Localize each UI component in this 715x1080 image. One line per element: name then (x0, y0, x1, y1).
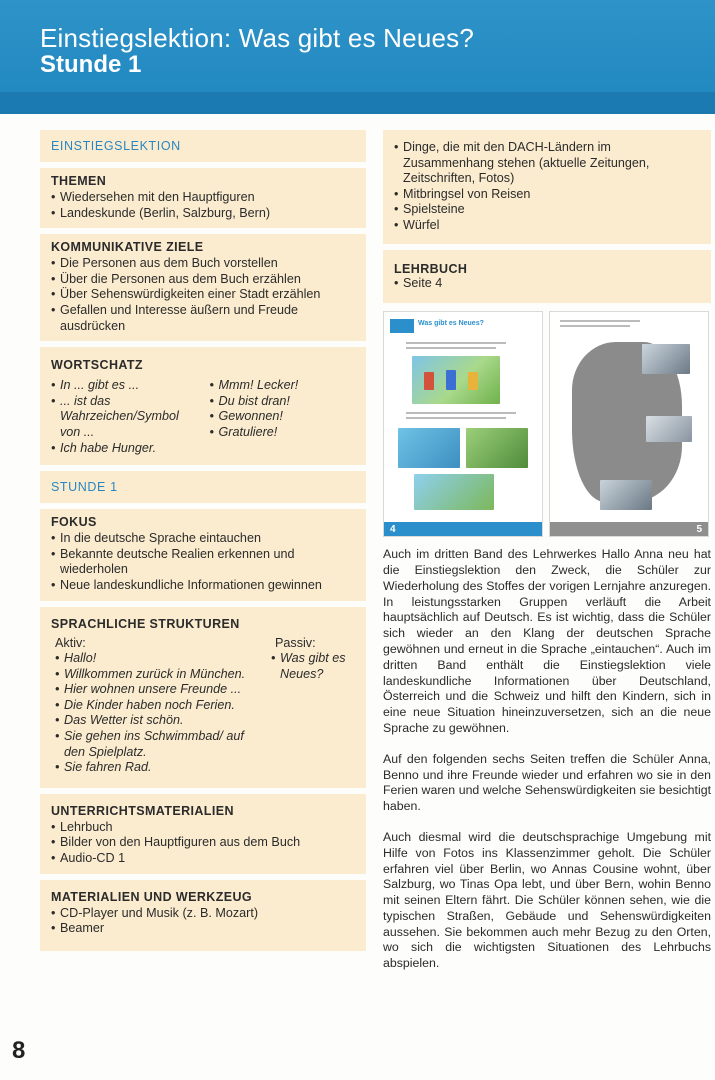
photo-berlin (642, 344, 690, 374)
page-tab (390, 319, 414, 333)
aktiv-label: Aktiv: (55, 635, 86, 650)
list-item: • Würfel (394, 218, 701, 234)
photo-cycling (414, 474, 494, 510)
left-column (40, 130, 366, 957)
list-item: • Über Sehenswürdigkeiten einer Stadt erzählen (51, 287, 356, 303)
list-item: • Über die Personen aus dem Buch erzählen (51, 272, 356, 288)
unterricht-box (40, 794, 366, 874)
photo-park (466, 428, 528, 468)
photo-salzburg (646, 416, 692, 442)
list-item: • Hallo! (55, 651, 261, 667)
list-item: • Landeskunde (Berlin, Salzburg, Bern) (51, 206, 356, 222)
textbook-page-right (549, 311, 709, 537)
list-item: • Gratuliere! (210, 425, 357, 441)
fokus-heading: FOKUS (51, 515, 97, 530)
ziele-heading: KOMMUNIKATIVE ZIELE (51, 240, 204, 255)
list-item: • Beamer (51, 921, 356, 937)
page-header (0, 0, 715, 114)
passiv-label: Passiv: (275, 635, 316, 650)
themen-box (40, 168, 366, 228)
paragraph: Auch diesmal wird die deutschsprachige Umgebung mit Hilfe von Fotos ins Klassenzimmer geholt. Die Schüler erfahren viel über Berlin, wo Annas Cousine wohnt, über Salzburg, wo Tinas Opa lebt, und über Bern, wohin Benno mit seinen Eltern fährt. Die Schüler können sehen, wie die typischen Straßen, Gebäude und Sehenswürdigkeiten aussehen. Sie bekommen auch mehr Bezug zu den Orten, wo sich die wichtigsten Situationen des Lehrbuchs abspielen. (383, 829, 711, 971)
ziele-box (40, 234, 366, 341)
list-item: • Gewonnen! (210, 409, 357, 425)
textbook-page-left (383, 311, 543, 537)
list-item: • Sie gehen ins Schwimmbad/ auf den Spielplatz. (55, 729, 261, 760)
lehrbuch-heading: LEHRBUCH (394, 261, 468, 276)
list-item: • ... ist das Wahrzeichen/Symbol von ... (51, 394, 198, 441)
list-item: • Du bist dran! (210, 394, 357, 410)
themen-heading: THEMEN (51, 174, 107, 188)
materials-continued-box (383, 130, 711, 244)
header-stripe (0, 92, 715, 114)
list-item: • Sie fahren Rad. (55, 760, 261, 776)
list-item: • Was gibt es Neues? (271, 651, 351, 682)
stunde-box (40, 471, 366, 503)
page-title: Einstiegslektion: Was gibt es Neues? (40, 23, 475, 53)
list-item: • Bilder von den Hauptfiguren aus dem Buch (51, 835, 356, 851)
right-column (383, 130, 711, 987)
strukturen-box (40, 607, 366, 788)
paragraph: Auf den folgenden sechs Seiten treffen die Schüler Anna, Benno und ihre Freunde wieder und erfahren wo sie in den Ferien waren und welche Sehenswürdigkeiten sie besichtigt haben. (383, 751, 711, 814)
list-item: • Dinge, die mit den DACH-Ländern im Zusammenhang stehen (aktuelle Zeitungen, Zeitschriften, Fotos) (394, 140, 701, 187)
lehrbuch-box (383, 250, 711, 304)
unterricht-heading: UNTERRICHTSMATERIALIEN (51, 803, 234, 818)
list-item: • Das Wetter ist schön. (55, 713, 261, 729)
list-item: • In die deutsche Sprache eintauchen (51, 531, 356, 547)
strukturen-heading: SPRACHLICHE STRUKTUREN (51, 616, 240, 631)
stunde-label: STUNDE 1 (51, 480, 118, 495)
einstieg-box (40, 130, 366, 162)
fokus-box (40, 509, 366, 600)
werkzeug-heading: MATERIALIEN UND WERKZEUG (51, 889, 253, 904)
list-item: • CD-Player und Musik (z. B. Mozart) (51, 906, 356, 922)
paragraph: Auch im dritten Band des Lehrwerkes Hallo Anna neu hat die Einstiegslektion den Zweck, die Schüler zur Wiederholung des Stoffes der vorigen Lernjahre anzuregen. In leistungsstarken Gruppen verläuft die Arbeit hauptsächlich auf Deutsch. Es ist wichtig, dass die Schüler sich wieder an den Klang der deutschen Sprache gewöhnen und erneut in die Sprache „eintauchen“. Auch im dritten Band enthält die Einstiegslektion viele landeskundliche Informationen über Deutschland, Österreich und die Schweiz und hilft den Kindern, sich in eine neue Situation hineinzuversetzen, sich an die neue Sprache zu gewöhnen. (383, 547, 711, 735)
list-item: • Wiedersehen mit den Hauptfiguren (51, 190, 356, 206)
werkzeug-box (40, 880, 366, 951)
list-item: • Mmm! Lecker! (210, 378, 357, 394)
list-item: • Neue landeskundliche Informationen gewinnen (51, 578, 356, 594)
photo-bern (600, 480, 652, 510)
list-item: • Ich habe Hunger. (51, 441, 198, 457)
list-item: • Gefallen und Interesse äußern und Freude ausdrücken (51, 303, 356, 334)
wortschatz-box (40, 347, 366, 465)
list-item: • Willkommen zurück in München. (55, 667, 261, 683)
list-item: • Seite 4 (394, 276, 701, 292)
wortschatz-heading: WORTSCHATZ (51, 358, 143, 373)
textbook-spread-image (383, 311, 709, 541)
photo-pool (398, 428, 460, 468)
body-text (383, 547, 711, 972)
spread-left-page-number: 4 (390, 524, 396, 536)
list-item: • Spielsteine (394, 202, 701, 218)
list-item: • Bekannte deutsche Realien erkennen und wiederholen (51, 547, 356, 578)
einstieg-label: EINSTIEGSLEKTION (51, 139, 181, 153)
list-item: • Die Kinder haben noch Ferien. (55, 698, 261, 714)
list-item: • Audio-CD 1 (51, 851, 356, 867)
list-item: • Mitbringsel von Reisen (394, 187, 701, 203)
list-item: • In ... gibt es ... (51, 378, 198, 394)
list-item: • Lehrbuch (51, 820, 356, 836)
list-item: • Hier wohnen unsere Freunde ... (55, 682, 261, 698)
list-item: • Die Personen aus dem Buch vorstellen (51, 256, 356, 272)
page-subtitle: Stunde 1 (40, 51, 142, 78)
page-number: 8 (12, 1037, 26, 1064)
spread-left-title: Was gibt es Neues? (418, 320, 484, 328)
spread-right-page-number: 5 (696, 524, 702, 536)
